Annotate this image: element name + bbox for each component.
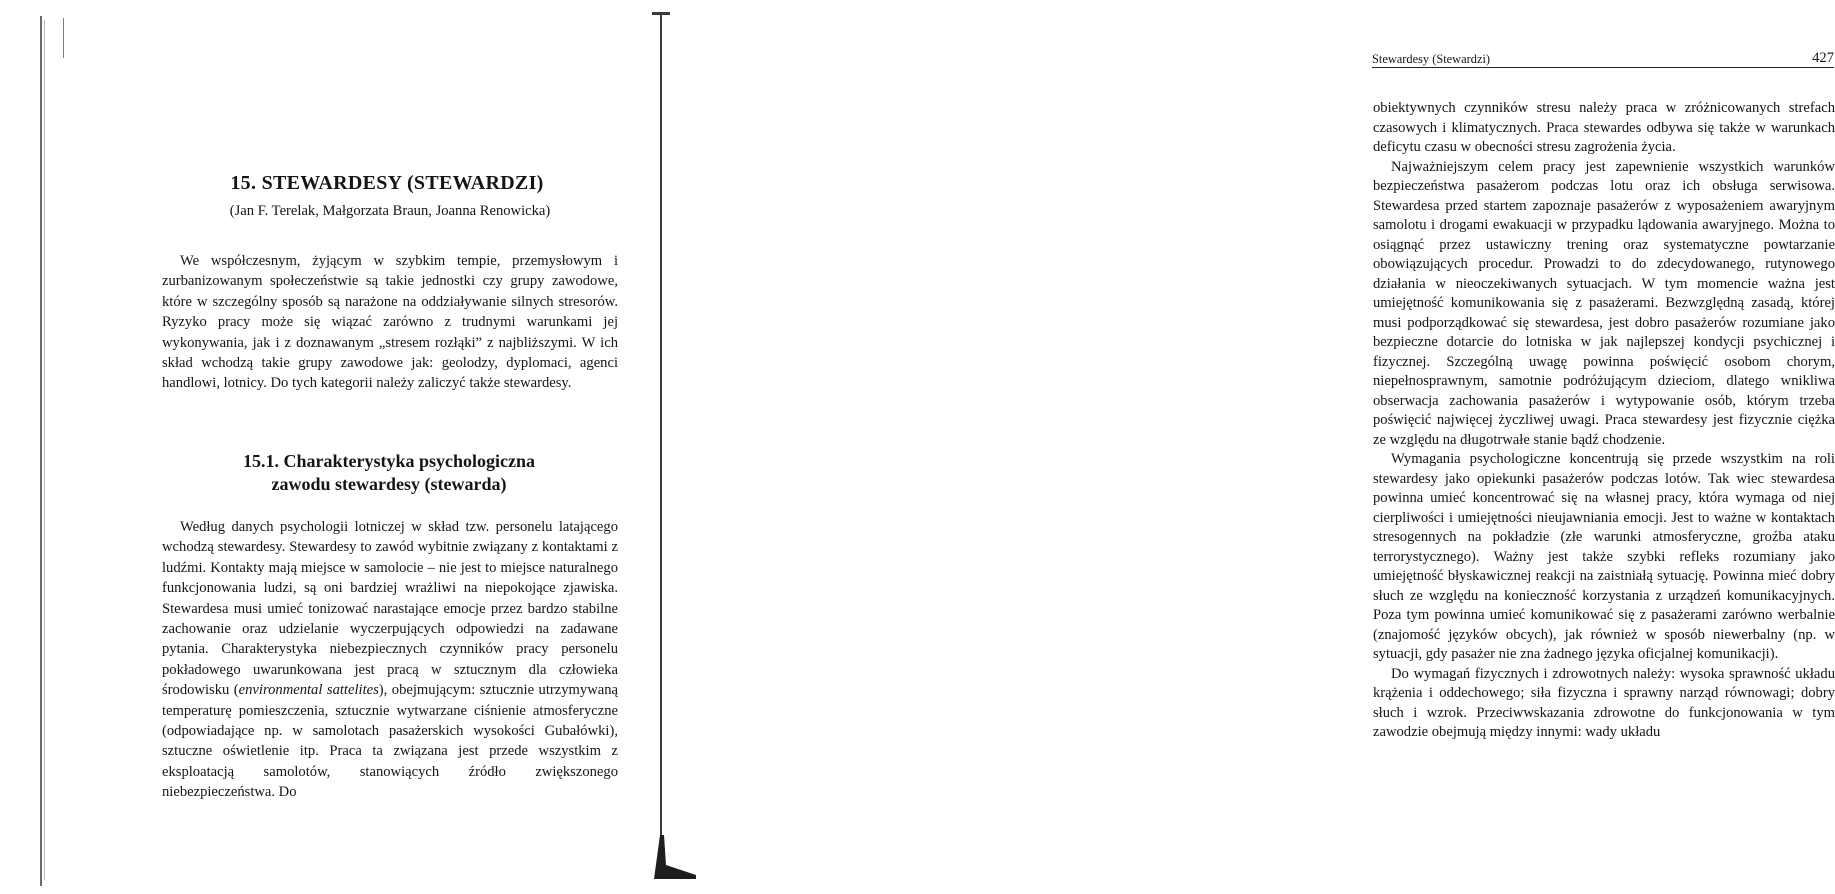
running-head-title: Stewardesy (Stewardzi): [1372, 52, 1491, 66]
chapter-authors: (Jan F. Terelak, Małgorzata Braun, Joanna Renowicka): [229, 203, 551, 219]
italic-term: environmental sattelites: [238, 682, 379, 699]
left-page: [0, 0, 655, 894]
section-text: [162, 517, 618, 803]
paragraph-text: Według danych psychologii lotniczej w skład tzw. personelu latającego wchodzą stewardesy. Stewardesy to zawód wybitnie związany z kontaktami z ludźmi. Kontakty mają miejsce w samolocie – nie jest to miejsce naturalnego funkcjonowania ludzi, są oni bardziej wrażliwi na niepokojące zjawiska. Stewardesa musi umieć tonizować narastające emocje przez bardzo stabilne zachowanie oraz udzielanie wyczerpujących odpowiedzi na zadawane pytania. Charakterystyka niebezpiecznych czynników pracy personelu pokładowego uwarunkowana jest pracą w sztucznym dla człowieka środowisku (: [162, 519, 618, 699]
page-number: 427: [1812, 50, 1834, 66]
right-page-text: [1373, 99, 1835, 743]
paragraph: Do wymagań fizycznych i zdrowotnych należy: wysoka sprawność układu krążenia i oddechowego; siła fizyczna i sprawny narząd równowagi; dobry słuch i wzrok. Przeciwwskazania zdrowotne do funkcjonowania w tym zawodzie obejmują między innymi: wady układu: [1373, 665, 1835, 740]
paragraph-text: ), obejmującym: sztucznie utrzymywaną temperaturę pomieszczenia, sztucznie wytwarzane ciśnienie atmosferyczne (odpowiadające np. w samolotach pasażerskich wysokości Gubałówki), sztuczne oświetlenie itp. Praca ta związana jest przede wszystkim z eksploatacją samolotów, stanowiących źródło zwiększonego niebezpieczeństwa. Do: [162, 682, 618, 801]
chapter-title: 15. STEWARDESY (STEWARDZI): [230, 172, 544, 194]
paragraph: Najważniejszym celem pracy jest zapewnienie wszystkich warunków bezpieczeństwa pasażerom podczas lotu oraz ich obsługa serwisowa. Stewardesa przed startem zapoznaje pasażerów z wyposażeniem awaryjnym samolotu i drogami ewakuacji w przypadku lądowania awaryjnego. Można to osiągnąć przez ustawiczny trening oraz systematyczne powtarzanie obowiązujących procedur. Prowadzi to do zdecydowanego, rutynowego działania w nieoczekiwanych sytuacjach. W tym momencie ważna jest umiejętność komunikowania się z pasażerami. Bezwzględną zasadą, której musi podporządkować się stewardesa, jest dobro pasażerów rozumiane jako bezpieczne dotarcie do lotniska w jak najlepszej kondycji psychicznej i fizycznej. Szczególną uwagę powinna poświęcić osobom chorym, niepełnosprawnym, samotnie podróżującym dzieciom, dlatego wnikliwa obserwacja zachowania pasażerów i wytypowanie osób, którym trzeba poświęcić najwięcej życzliwej uwagi. Praca stewardesy jest fizycznie ciężka ze względu na długotrwałe stanie bądź chodzenie.: [1373, 158, 1835, 448]
intro-text: [162, 251, 618, 394]
paragraph: obiektywnych czynników stresu należy praca w zróżnicowanych strefach czasowych i klimatycznych. Praca stewardes odbywa się także w warunkach deficytu czasu w obecności stresu zagrożenia życia.: [1373, 100, 1835, 155]
right-page: [655, 0, 1835, 894]
running-head: [1372, 52, 1834, 68]
paragraph: We współczesnym, żyjącym w szybkim tempie, przemysłowym i zurbanizowanym społeczeństwie są takie jednostki czy grupy zawodowe, które w szczególny sposób są narażone na oddziaływanie silnych stresorów. Ryzyko pracy może się wiązać zarówno z trudnymi warunkami jej wykonywania, jak i z doznawanym „stresem rozłąki” z najbliższymi. W ich skład wchodzą takie grupy zawodowe jak: geolodzy, dyplomaci, agenci handlowi, lotnicy. Do tych kategorii należy zaliczyć także stewardesy.: [162, 253, 618, 392]
paragraph: [162, 517, 618, 803]
paragraph: Wymagania psychologiczne koncentrują się przede wszystkim na roli stewardesy jako opiekunki pasażerów podczas lotów. Tak wiec stewardesa powinna umieć koncentrować się na własnej pracy, która wymaga od niej cierpliwości i umiejętności nieujawniania emocji. Jest to ważne w kontaktach stresogennych na pokładzie (złe warunki atmosferyczne, groźba ataku terrorystycznego). Ważny jest także szybki refleks rozumiany jako umiejętność błyskawicznej reakcji na zaistniałą sytuację. Powinna mieć dobry słuch ze względu na konieczność korzystania z urządzeń komunikacyjnych. Poza tym powinna umieć komunikować się z pasażerami zarówno werbalnie (znajomość języków obcych), jak również w sposób niewerbalny (np. w sytuacji, gdy pasażer nie zna żadnego języka oficjalnej komunikacji).: [1373, 451, 1835, 662]
section-title: 15.1. Charakterystyka psychologiczna zawodu stewardesy (stewarda): [243, 451, 535, 494]
